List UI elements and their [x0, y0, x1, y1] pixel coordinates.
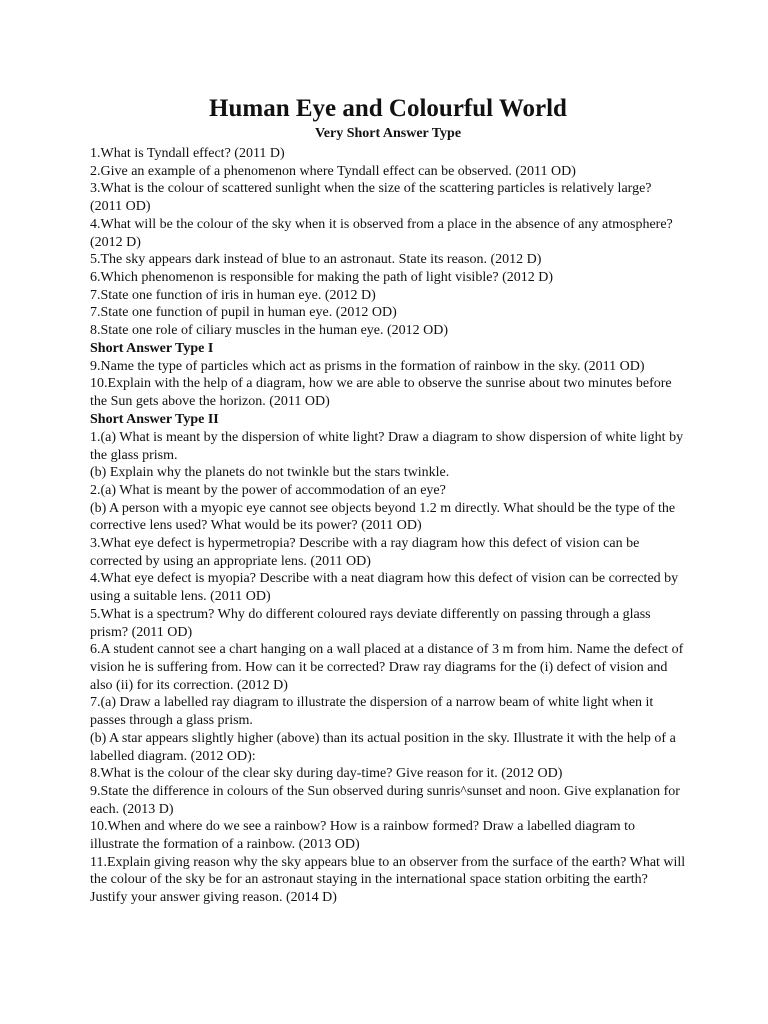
- section-heading-very-short-answer: Very Short Answer Type: [314, 126, 462, 141]
- question-item: (b) Explain why the planets do not twinkle but the stars twinkle.: [90, 465, 450, 481]
- question-item: 4.What will be the colour of the sky when it is observed from a place in the absence of any atmosphere? (2012 D): [90, 216, 673, 250]
- question-item: 3.What is the colour of scattered sunlight when the size of the scattering particles is relatively large? (2011 OD): [90, 181, 652, 215]
- question-item: 1.(a) What is meant by the dispersion of white light? Draw a diagram to show dispersion of white light by the glass prism.: [90, 429, 684, 463]
- question-list-short-answer-2: [90, 429, 686, 907]
- question-item: (b) A person with a myopic eye cannot see objects beyond 1.2 m directly. What should be the type of the corrective lens used? What would be its power? (2011 OD): [90, 500, 676, 534]
- question-item: 5.What is a spectrum? Why do different coloured rays deviate differently on passing through a glass prism? (2011 OD): [90, 606, 651, 640]
- question-item: 6.A student cannot see a chart hanging on a wall placed at a distance of 3 m from him. Name the defect of vision he is suffering from. How can it be corrected? Draw ray diagrams for the (i) defect of vision and also (ii) for its correction. (2012 D): [90, 642, 684, 693]
- question-item: 7.State one function of pupil in human eye. (2012 OD): [90, 305, 397, 321]
- question-item: 2.(a) What is meant by the power of accommodation of an eye?: [90, 482, 446, 498]
- question-item: 10.Explain with the help of a diagram, how we are able to observe the sunrise about two minutes before the Sun gets above the horizon. (2011 OD): [90, 376, 672, 410]
- question-item: 8.What is the colour of the clear sky during day-time? Give reason for it. (2012 OD): [90, 766, 563, 782]
- question-item: 3.What eye defect is hypermetropia? Describe with a ray diagram how this defect of vision can be corrected by using an appropriate lens. (2011 OD): [90, 536, 640, 569]
- question-item: 10.When and where do we see a rainbow? How is a rainbow formed? Draw a labelled diagram to illustrate the formation of a rainbow. (2013 OD): [90, 819, 636, 853]
- document-title: Human Eye and Colourful World: [209, 95, 567, 122]
- question-item: 7.(a) Draw a labelled ray diagram to illustrate the dispersion of a narrow beam of white light when it passes through a glass prism.: [90, 695, 654, 729]
- question-list-very-short-answer: [90, 145, 686, 340]
- question-item: 6.Which phenomenon is responsible for making the path of light visible? (2012 D): [90, 269, 554, 285]
- question-item: (b) A star appears slightly higher (above) than its actual position in the sky. Illustrate it with the help of a labelled diagram. (2012 OD):: [90, 730, 676, 764]
- question-item: 2.Give an example of a phenomenon where Tyndall effect can be observed. (2011 OD): [90, 163, 576, 179]
- question-item: 5.The sky appears dark instead of blue to an astronaut. State its reason. (2012 D): [90, 252, 542, 268]
- question-item: 1.What is Tyndall effect? (2011 D): [90, 146, 285, 161]
- question-item: 9.State the difference in colours of the Sun observed during sunris^sunset and noon. Give explanation for each. (2013 D): [90, 783, 680, 817]
- document-page: [90, 93, 686, 907]
- question-item: 9.Name the type of particles which act as prisms in the formation of rainbow in the sky. (2011 OD): [90, 358, 645, 374]
- section-heading-short-answer-1: Short Answer Type I: [90, 340, 214, 356]
- question-list-short-answer-1: [90, 358, 686, 411]
- question-item: 11.Explain giving reason why the sky appears blue to an observer from the surface of the earth? What will the colour of the sky be for an astronaut staying in the international space station orbiting the earth? Justify your answer giving reason. (2014 D): [90, 854, 686, 906]
- question-item: 4.What eye defect is myopia? Describe with a neat diagram how this defect of vision can be corrected by using a suitable lens. (2011 OD): [90, 571, 679, 605]
- question-item: 8.State one role of ciliary muscles in the human eye. (2012 OD): [90, 323, 449, 339]
- section-heading-short-answer-2: Short Answer Type II: [90, 411, 219, 427]
- question-item: 7.State one function of iris in human eye. (2012 D): [90, 287, 376, 303]
